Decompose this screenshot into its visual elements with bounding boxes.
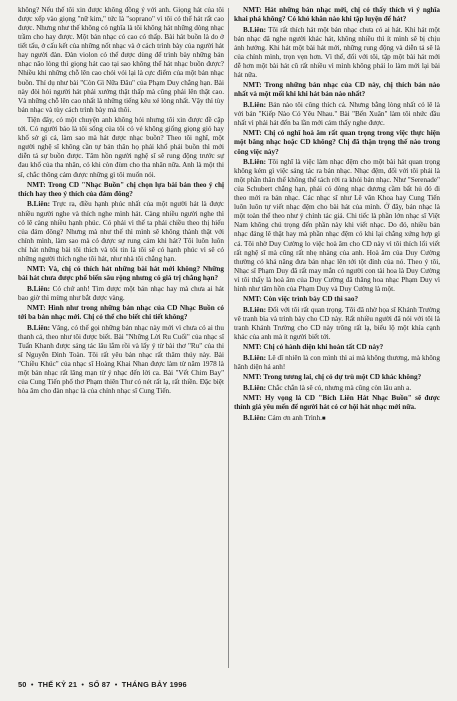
answer-text: Vâng, có thể gọi những bản nhạc này mới vì chưa có ai thu thanh cả, theo như tôi được biết. Bài "Những Lời Ru Cuối" của nhạc sĩ Tuấn Khanh được sáng tác lâu lắm rồi và lấy ý từ bài thơ "Ru" của thi sĩ Nguyễn Đình Toàn. Tôi rất yêu bản nhạc rất thâm thúy này. Bài "Chiều Khúc" của nhạc sĩ Hoàng Khai Nhan được làm từ năm 1978 là một bản nhạc rất lãng mạn từ ý nhạc đến lời ca. Bài "Vết Chim Bay" của Cung Tiến phổ thơ Phạm thiên Thư có nét rất lạ, rất thiền. Đặc biệt hòa âm cho đàn nhạc là của chính nhạc sĩ Cung Tiến. — [18, 323, 224, 396]
interview-answer — [234, 384, 440, 393]
speaker-label: B.Liên: — [243, 100, 266, 109]
interview-answer — [234, 101, 440, 128]
interview-question: NMT: Trong những bản nhạc của CD này, chị thích bản nào nhất và một mối khi khi hát bản nào nhất? — [234, 81, 440, 99]
footer-bullet: • — [30, 680, 34, 689]
speaker-label: B.Liên: — [243, 413, 266, 422]
footer-bullet: • — [114, 680, 118, 689]
body-paragraph: Tiện đây, có một chuyện anh không hỏi nhưng tôi xin được đề cập tới. Có người bảo là tôi sống của tôi có vẻ không giống giọng giỏ hay khổ sở gì cả, làm sao mà hát được nhạc buồn? Theo tôi nghĩ, một người nghệ sĩ không cần tự bản thân họ phải khổ phải buồn thì mới diễn tả sự buồn được. Tâm hồn người nghệ sĩ sẽ rung động trước sự đau khổ của tha nhân, có khi còn đùm cho tha nhân nữa. Anh là một thi sĩ, chắc thông cảm được những gì tôi muốn nói. — [18, 116, 224, 179]
speaker-label: B.Liên: — [243, 305, 266, 314]
interview-answer — [234, 26, 440, 80]
answer-text: Tôi nghĩ là việc làm nhạc đệm cho một bài hát quan trọng không kém gì việc sáng tác ra bản nhạc. Nhạc đệm, đối với tôi phải là một phần thân thể không thể tách rời ra khỏi bản nhạc. Như "Serenade" của Schubert chẳng hạn, phải có dòng nhạc dương cầm bất hủ đó đi theo mới ra bản nhạc. Các nhạc sĩ như Lê văn Khoa hay Cung Tiến luôn luôn tự viết nhạc đệm cho bài hát của mình. Ở đây, bản nhạc là một toàn thể theo như ý chính tác giả. Chi tiếc là phần lớn nhạc sĩ Việt Nam không chú trọng đến phần này khi viết nhạc. Do đó, nhiều bản nhạc đáng lẽ thật hay mà phần nhạc đệm có khi lại chẳng xứng hợp gì cả. Tôi nhờ Duy Cường lo việc hoà âm cho CD này vì tôi thích lối viết rất nghệ sĩ mà cũng rất nhẹ nhàng của anh. Hoà âm của Duy Cường thường có khả năng đưa bản nhạc lên tới tột đỉnh của nó. Theo ý tôi, Nhạc sĩ Phạm Duy đã rất may mắn có người con tài hoa là Duy Cường vì tôi thấy là hoà âm của Duy Cường đã thăng hoa nhạc Phạm Duy vì hình như tâm hồn của Phạm Duy và Duy Cường là một. — [234, 157, 440, 293]
left-column — [18, 6, 224, 398]
interview-question: NMT: Hình như trong những bản nhạc của CD Nhạc Buồn có tới ba bản nhạc mới. Chị có thể cho biết chi tiết không? — [18, 304, 224, 322]
interview-question: NMT: Chị có nghĩ hoà âm rất quan trọng trong việc thực hiện một băng nhạc hoặc CD không? Chị đã thận trọng thế nào trong công việc này? — [234, 129, 440, 156]
interview-answer — [234, 158, 440, 294]
answer-text: Có chứ anh! Tìm được một bản nhạc hay mà chưa ai hát bao giờ thì mừng như bắt được vàng. — [18, 284, 224, 302]
interview-answer — [234, 414, 440, 424]
interview-answer — [18, 285, 224, 303]
speaker-label: B.Liên: — [243, 383, 266, 392]
interview-question: NMT: Trong CD "Nhạc Buồn" chị chọn lựa bài bản theo ý chị thích hay theo ý thích của đám đông? — [18, 180, 224, 199]
answer-text: Tôi rất thích hát một bản nhạc chưa có ai hát. Khi hát một bản nhạc đã nghe người khác hát, không nhiều thì ít mình sẽ bị chịu ảnh hưởng. Khi hát một bài hát mới, những rung động và diễn tả sẽ là của chính mình, trọn vẹn hơn. Vì thế, đối với tôi, tập một bài hát mới dễ hơn một bài hát cũ rất nhiều vì mình không phải lo làm mới lại bài hát nữa. — [234, 25, 440, 79]
interview-answer — [234, 354, 440, 372]
interview-answer — [18, 200, 224, 263]
speaker-label: B.Liên: — [243, 25, 266, 34]
body-paragraph: không? Nếu thế tôi xin được không đồng ý với anh. Giọng hát của tôi được xếp vào giọng "nữ kim," tức là "soprano" vì tôi có thể hát rất cao được. Nhưng như thế không có nghĩa là tôi không hát những dòng nhạc trầm cho hay được. Một bản nhạc có cao có thấp. Bài hát buồn là do ở tiết tấu, ở cấu kết của những nốt nhạc và ở cách trình bày của người hát hay người đàn. Đàn violon có thể được dùng để trình bày những bản nhạc não lòng thì giọng hát cao tại sao không thể hát nhạc buồn được? Nhiều khi những chỗ lên cao chói vói lại là cực điểm của một bản nhạc buồn. Thí dụ như bài "Còn Gì Nữa Đâu" của Phạm Duy chẳng hạn. Bài này đòi hỏi người hát phải xướng thật thấp mà cũng phải lên thật cao. Và những chỗ lên cao nhất là những tiếng kêu xé lòng nhất. Vậy thì tùy bản nhạc và tùy cách trình bày mà thôi. — [18, 6, 224, 114]
speaker-label: B.Liên: — [27, 284, 50, 293]
interview-answer — [18, 324, 224, 397]
answer-text: Chắc chắn là sẽ có, nhưng mà cũng còn lâu anh a. — [265, 383, 412, 392]
interview-question: NMT: Và, chị có thích hát những bài hát mới không? Những bài hát chưa được phổ biến sâu rộng nhưng có giá trị chẳng hạn? — [18, 265, 224, 283]
answer-text: Lẽ dĩ nhiên là con mình thì ai mà không thương, mà không hãnh diện hả anh! — [234, 353, 440, 371]
speaker-label: B.Liên: — [27, 323, 50, 332]
answer-text: Trực ra, điều hạnh phúc nhất của một người hát là được nhiều người nghe và thích nghe mình hát. Càng nhiều người nghe thì có lẽ càng nhiều hạnh phúc. Có phải vì thế ta phải chiều theo thị hiếu của đám đông? Nhưng mà như thế thì mình sẽ không thành thật với chính mình, làm sao mà có được sự rung cảm khi hát? Tôi luôn luôn chỉ hát những bài tôi thích và tôi tin là tôi sẽ có hạnh phúc vì sẽ có những người thích nghe tôi hát, như nhà tôi chẳng hạn. — [18, 200, 224, 263]
issue-number: SỐ 87 — [88, 680, 111, 689]
interview-question: NMT: Chị có hành diện khi hoàn tất CD này? — [243, 343, 384, 352]
interview-answer — [234, 306, 440, 342]
speaker-label: B.Liên: — [243, 353, 266, 362]
speaker-label: B.Liên: — [243, 157, 266, 166]
interview-question: NMT: Hát những bản nhạc mới, chị có thấy thích vì ý nghĩa khai phá không? Có khó khăn nào khi tập luyện để hát? — [234, 6, 440, 24]
magazine-name: THẾ KỶ 21 — [37, 680, 78, 689]
page-footer — [18, 680, 187, 689]
right-column — [234, 6, 440, 425]
interview-question: NMT: Trong tương lai, chị có dự trù một CD khác không? — [243, 373, 422, 382]
footer-bullet: • — [81, 680, 85, 689]
interview-question: NMT: Hy vọng là CD "Bích Liên Hát Nhạc Buồn" sẽ được thính giả yêu mến để người hát có cơ hội hát nhạc mới nữa. — [234, 394, 440, 412]
speaker-label: B.Liên: — [27, 200, 50, 209]
end-of-article-mark: ■ — [321, 415, 326, 422]
column-divider — [228, 8, 229, 668]
answer-text: Đối với tôi rất quan trọng. Tôi đã nhờ họa sĩ Khánh Trường vẽ tranh bìa và trình bày cho CD này. Rất nhiều người đã nói với tôi là tranh Khánh Trường cho CD này trông rất lạ, biểu lộ một khía cạnh khác của anh mà ít người biết tới. — [234, 305, 440, 341]
answer-text: Bản nào tôi cũng thích cả. Nhưng bằng lòng nhất có lẽ là với bản "Kiếp Nào Có Yêu Nhau." Bài "Bến Xuân" làm tôi nhức đầu nhất vì phải hát đến ba lần mới cảm thấy nghe được. — [234, 100, 440, 127]
answer-text: Cám ơn anh Trình. — [265, 413, 322, 422]
issue-date: THÁNG BẢY 1996 — [121, 680, 187, 689]
page-number: 50 — [18, 680, 27, 689]
interview-question: NMT: Còn việc trình bày CD thì sao? — [243, 295, 359, 304]
